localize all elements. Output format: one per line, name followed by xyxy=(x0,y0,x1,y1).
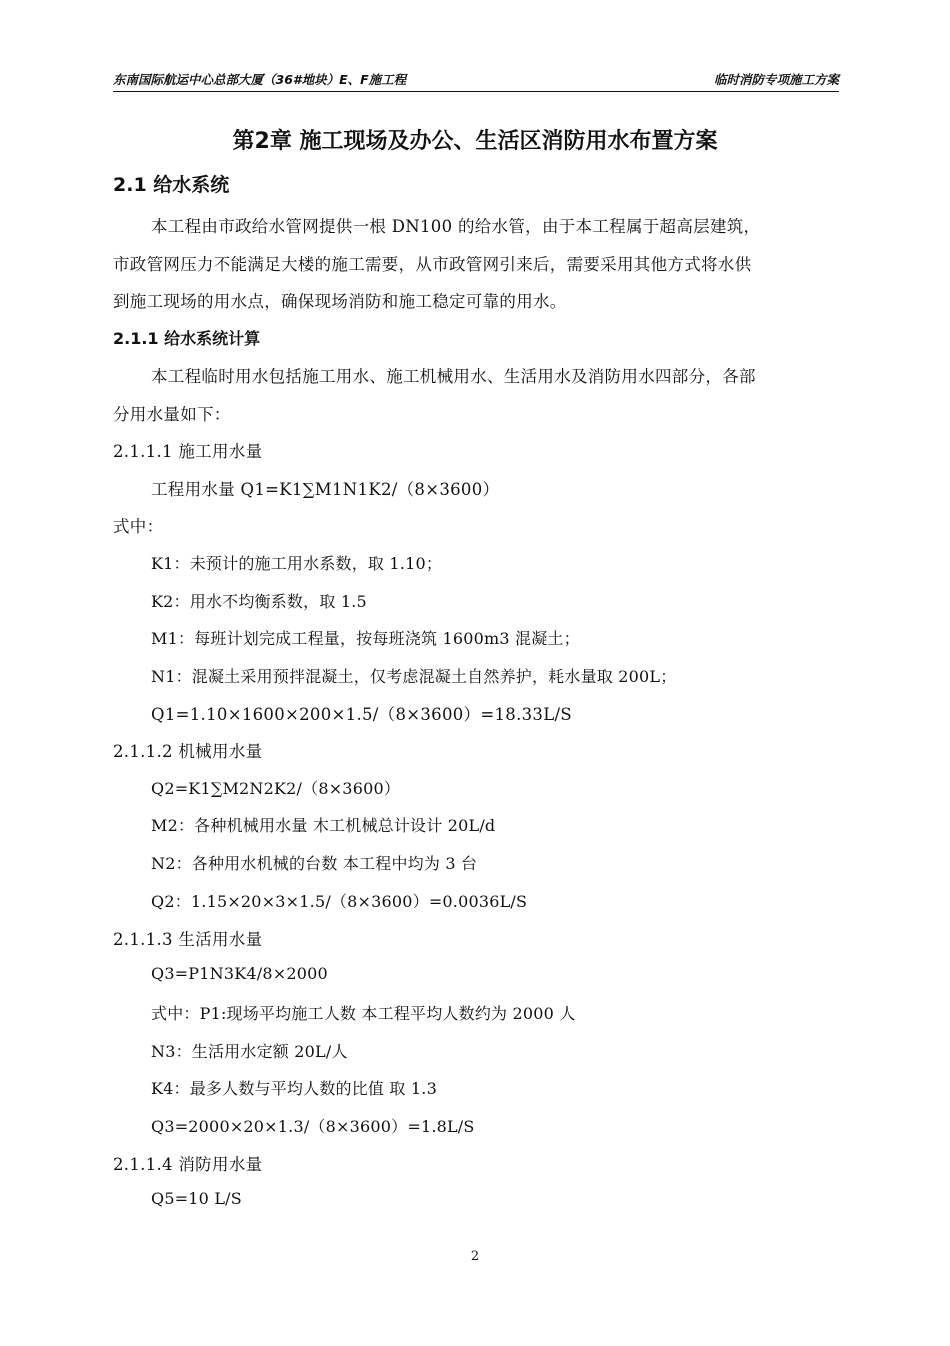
header-document-title: 临时消防专项施工方案 xyxy=(713,72,839,87)
section-heading-2-1-1-1: 2.1.1.1 施工用水量 xyxy=(113,442,263,461)
section-heading-2-1-1-3: 2.1.1.3 生活用水量 xyxy=(113,930,263,949)
value-q5: Q5=10 L/S xyxy=(151,1189,242,1208)
definition-n3: N3：生活用水定额 20L/人 xyxy=(151,1042,348,1061)
section-heading-2-1: 2.1 给水系统 xyxy=(113,174,230,196)
header-divider xyxy=(113,91,839,92)
definition-k4: K4：最多人数与平均人数的比值 取 1.3 xyxy=(151,1079,437,1098)
chapter-title: 第2章 施工现场及办公、生活区消防用水布置方案 xyxy=(232,129,718,154)
definition-k2: K2：用水不均衡系数，取 1.5 xyxy=(151,592,367,611)
definition-m2: M2：各种机械用水量 木工机械总计设计 20L/d xyxy=(151,816,496,835)
definition-n1: N1：混凝土采用预拌混凝土，仅考虑混凝土自然养护，耗水量取 200L； xyxy=(151,667,677,686)
calculation-q2: Q2：1.15×20×3×1.5/（8×3600）=0.0036L/S xyxy=(151,892,528,911)
formula-q3: Q3=P1N3K4/8×2000 xyxy=(151,964,328,983)
formula-q1: 工程用水量 Q1=K1∑M1N1K2/（8×3600） xyxy=(151,480,500,499)
header-project-name: 东南国际航运中心总部大厦（36#地块）E、F施工程 xyxy=(113,72,407,87)
paragraph-line: 分用水量如下： xyxy=(113,405,231,424)
paragraph-line: 本工程临时用水包括施工用水、施工机械用水、生活用水及消防用水四部分，各部 xyxy=(151,367,756,386)
definition-n2: N2：各种用水机械的台数 本工程中均为 3 台 xyxy=(151,854,478,873)
section-heading-2-1-1-4: 2.1.1.4 消防用水量 xyxy=(113,1155,263,1174)
formula-q2: Q2=K1∑M2N2K2/（8×3600） xyxy=(151,779,401,798)
where-label: 式中： xyxy=(113,517,164,536)
definition-k1: K1：未预计的施工用水系数，取 1.10； xyxy=(151,554,443,573)
page-header xyxy=(113,68,839,90)
definition-p1: 式中：P1:现场平均施工人数 本工程平均人数约为 2000 人 xyxy=(151,1004,576,1023)
paragraph-line: 到施工现场的用水点，确保现场消防和施工稳定可靠的用水。 xyxy=(113,292,567,311)
paragraph-line: 市政管网压力不能满足大楼的施工需要，从市政管网引来后，需要采用其他方式将水供 xyxy=(113,255,752,274)
paragraph-line: 本工程由市政给水管网提供一根 DN100 的给水管，由于本工程属于超高层建筑， xyxy=(151,217,761,236)
page-number: 2 xyxy=(470,1249,480,1264)
definition-m1: M1：每班计划完成工程量，按每班浇筑 1600m3 混凝土； xyxy=(151,629,580,648)
section-heading-2-1-1-2: 2.1.1.2 机械用水量 xyxy=(113,742,263,761)
section-heading-2-1-1: 2.1.1 给水系统计算 xyxy=(113,329,261,348)
calculation-q3: Q3=2000×20×1.3/（8×3600）=1.8L/S xyxy=(151,1117,475,1136)
calculation-q1: Q1=1.10×1600×200×1.5/（8×3600）=18.33L/S xyxy=(151,705,572,724)
